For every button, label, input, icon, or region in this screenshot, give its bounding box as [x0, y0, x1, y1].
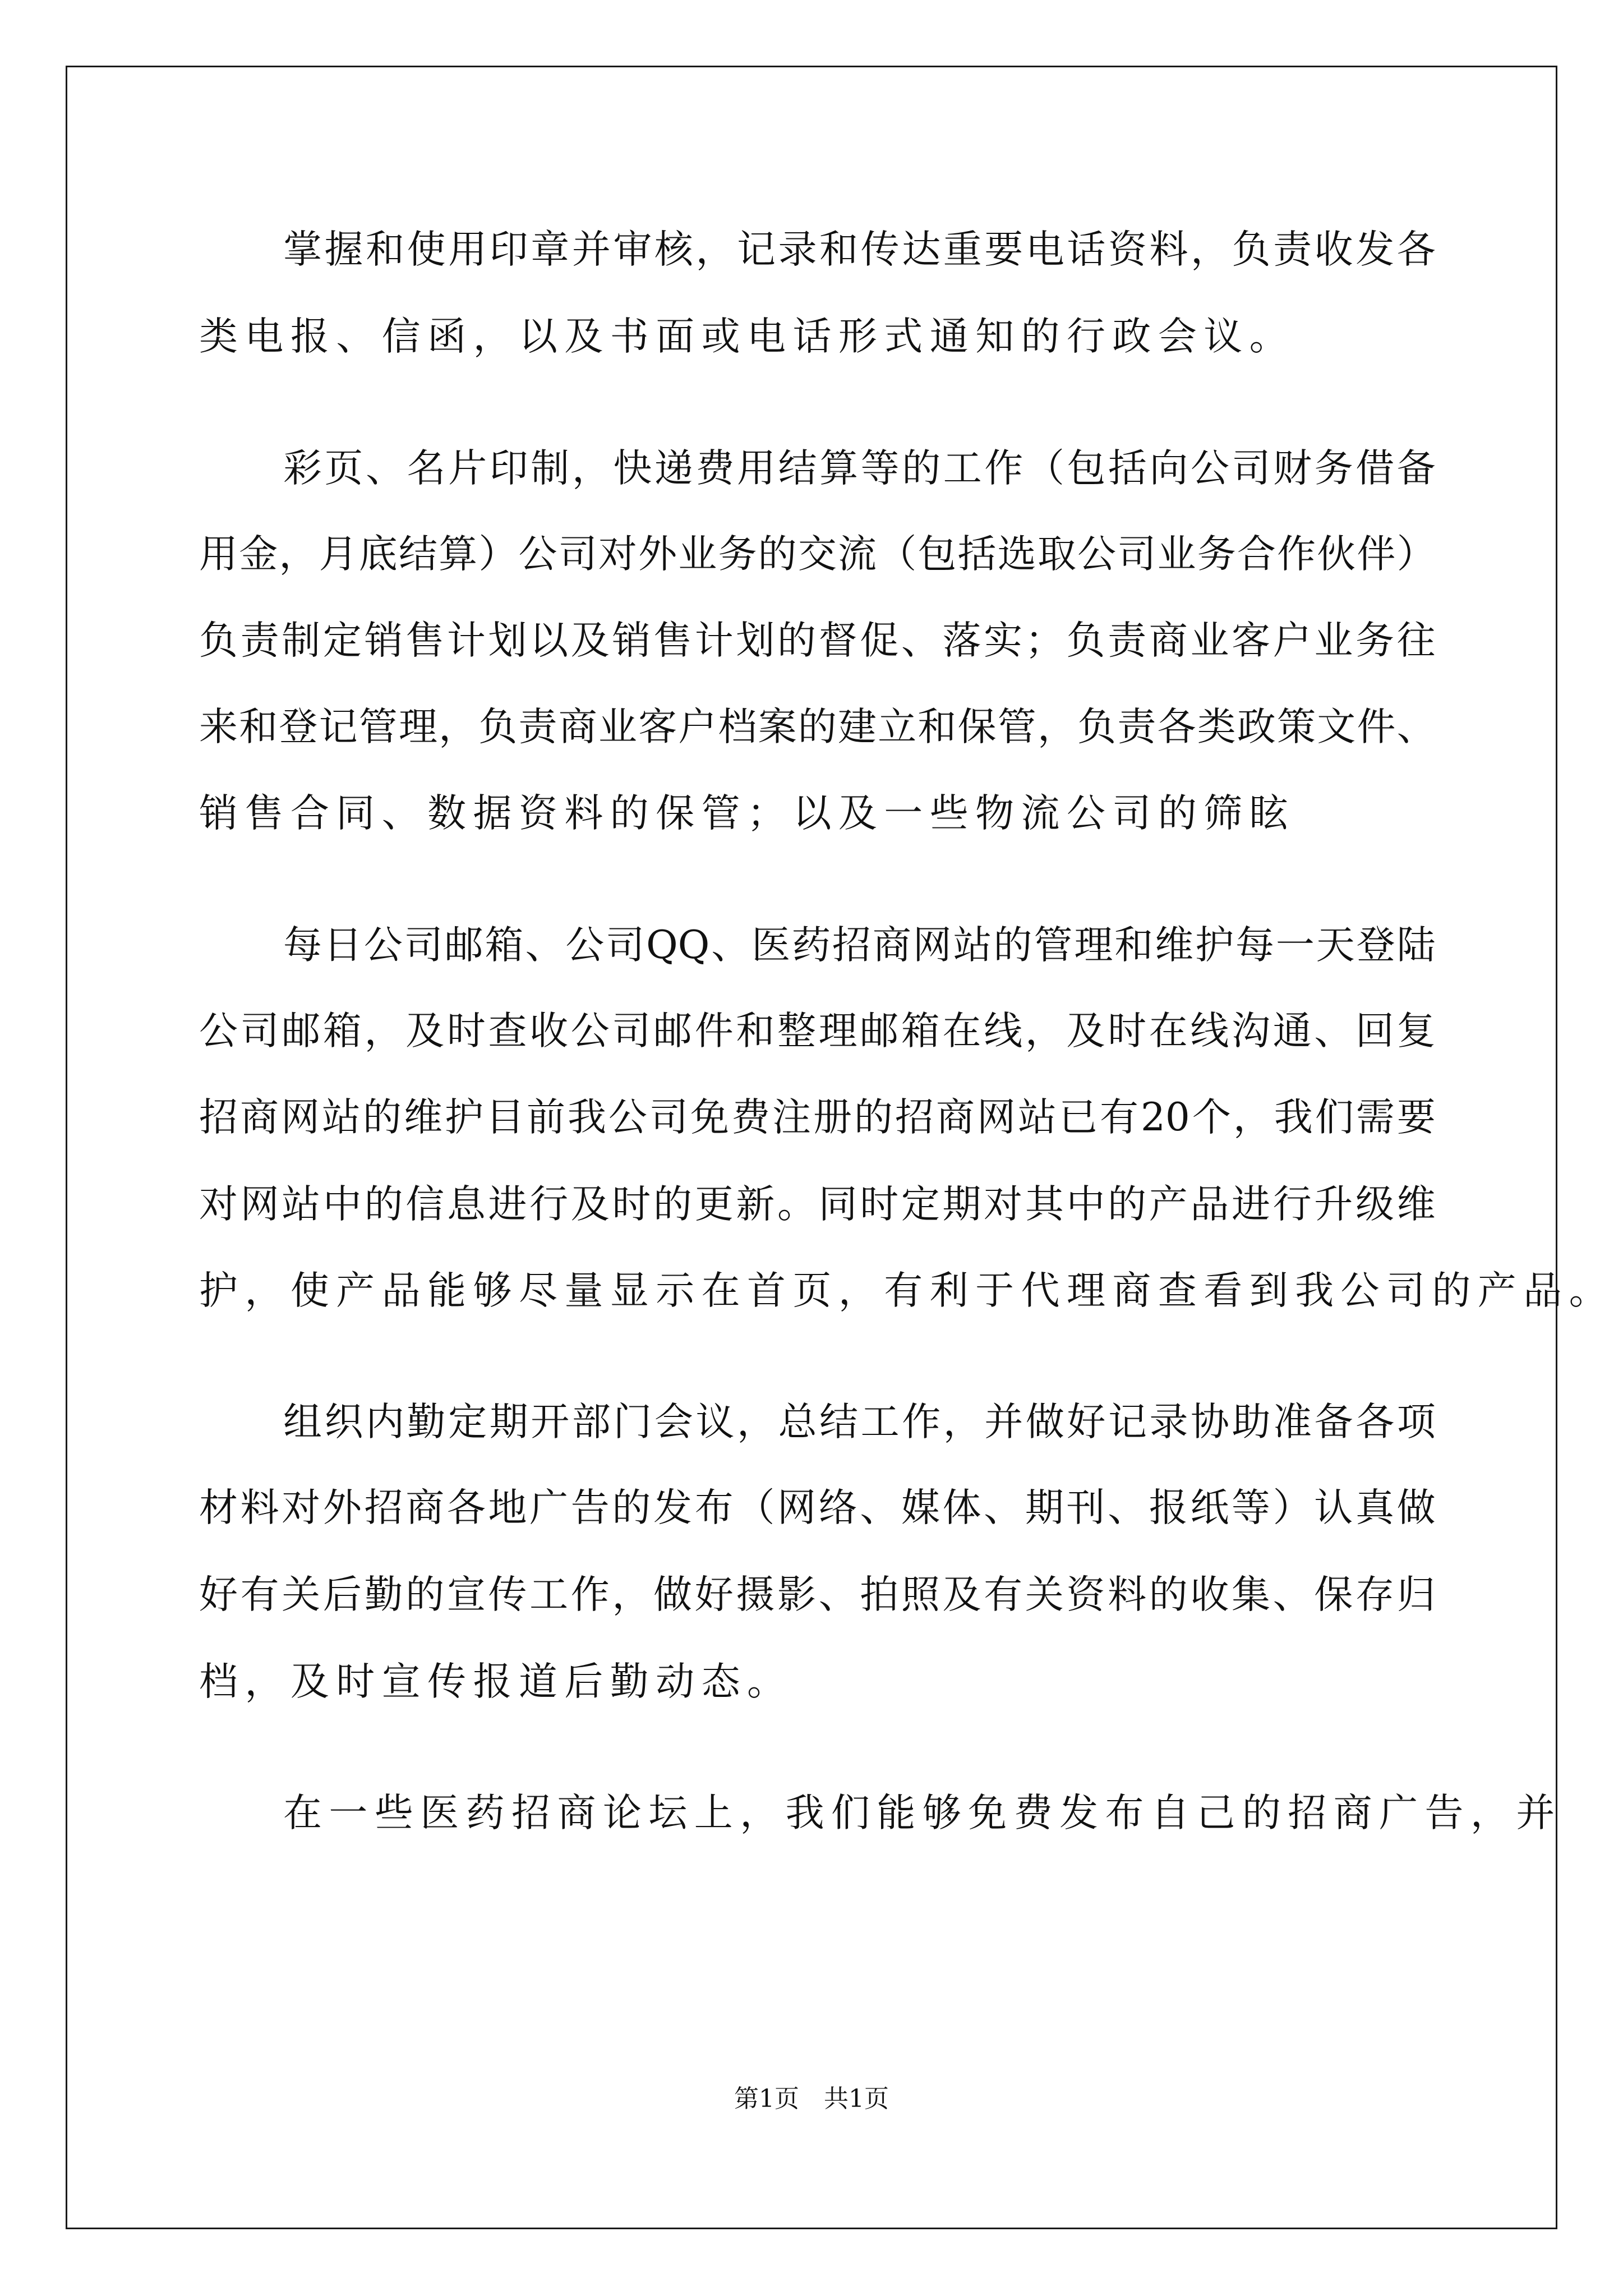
text-line: 档，及时宣传报道后勤动态。 [199, 1659, 793, 1704]
text-line: 用 金 ， 月 底 结 算 ） 公 司 对 外 业 务 的 交 流 （ 包 括 选 取 公 司 业 务 合 作 伙 伴 ） [199, 532, 1436, 577]
text-line: 组 织 内 勤 定 期 开 部 门 会 议 ， 总 结 工 作 ， 并 做 好 记 录 协 助 准 备 各 项 [283, 1400, 1436, 1444]
text-line: 招 商 网 站 的 维 护 目 前 我 公 司 免 费 注 册 的 招 商 网 站 已 有 20 个 ， 我 们 需 要 [199, 1095, 1436, 1140]
text-line: 彩 页 、 名 片 印 制 ， 快 递 费 用 结 算 等 的 工 作 （ 包 括 向 公 司 财 务 借 备 [283, 446, 1436, 491]
text-line: 对 网 站 中 的 信 息 进 行 及 时 的 更 新 。 同 时 定 期 对 其 中 的 产 品 进 行 升 级 维 [199, 1182, 1436, 1227]
text-line: 销售合同、数据资料的保管；以及一些物流公司的筛眩 [199, 791, 1295, 836]
text-line: 掌 握 和 使 用 印 章 并 审 核 ， 记 录 和 传 达 重 要 电 话 资 料 ， 负 责 收 发 各 [283, 227, 1436, 272]
text-line: 材 料 对 外 招 商 各 地 广 告 的 发 布 （ 网 络 、 媒 体 、 期 刊 、 报 纸 等 ） 认 真 做 [199, 1485, 1436, 1530]
text-line: 公 司 邮 箱 ， 及 时 查 收 公 司 邮 件 和 整 理 邮 箱 在 线 ， 及 时 在 线 沟 通 、 回 复 [199, 1009, 1436, 1053]
text-line: 每 日 公 司 邮 箱 、 公 司 QQ 、 医 药 招 商 网 站 的 管 理 和 维 护 每 一 天 登 陆 [283, 923, 1436, 968]
text-line: 好 有 关 后 勤 的 宣 传 工 作 ， 做 好 摄 影 、 拍 照 及 有 关 资 料 的 收 集 、 保 存 归 [199, 1572, 1436, 1617]
text-line: 负 责 制 定 销 售 计 划 以 及 销 售 计 划 的 督 促 、 落 实 ； 负 责 商 业 客 户 业 务 往 [199, 618, 1436, 663]
page-number-footer: 第1页 共1页 [734, 2085, 889, 2113]
text-line: 来 和 登 记 管 理 ， 负 责 商 业 客 户 档 案 的 建 立 和 保 管 ， 负 责 各 类 政 策 文 件 、 [199, 705, 1436, 749]
text-line: 类电报、信函，以及书面或电话形式通知的行政会议。 [199, 314, 1295, 359]
text-line: 在一些医药招商论坛上，我们能够免费发布自己的招商广告，并 [283, 1791, 1562, 1835]
text-line: 护，使产品能够尽量显示在首页，有利于代理商查看到我公司的产品。 [199, 1268, 1615, 1313]
